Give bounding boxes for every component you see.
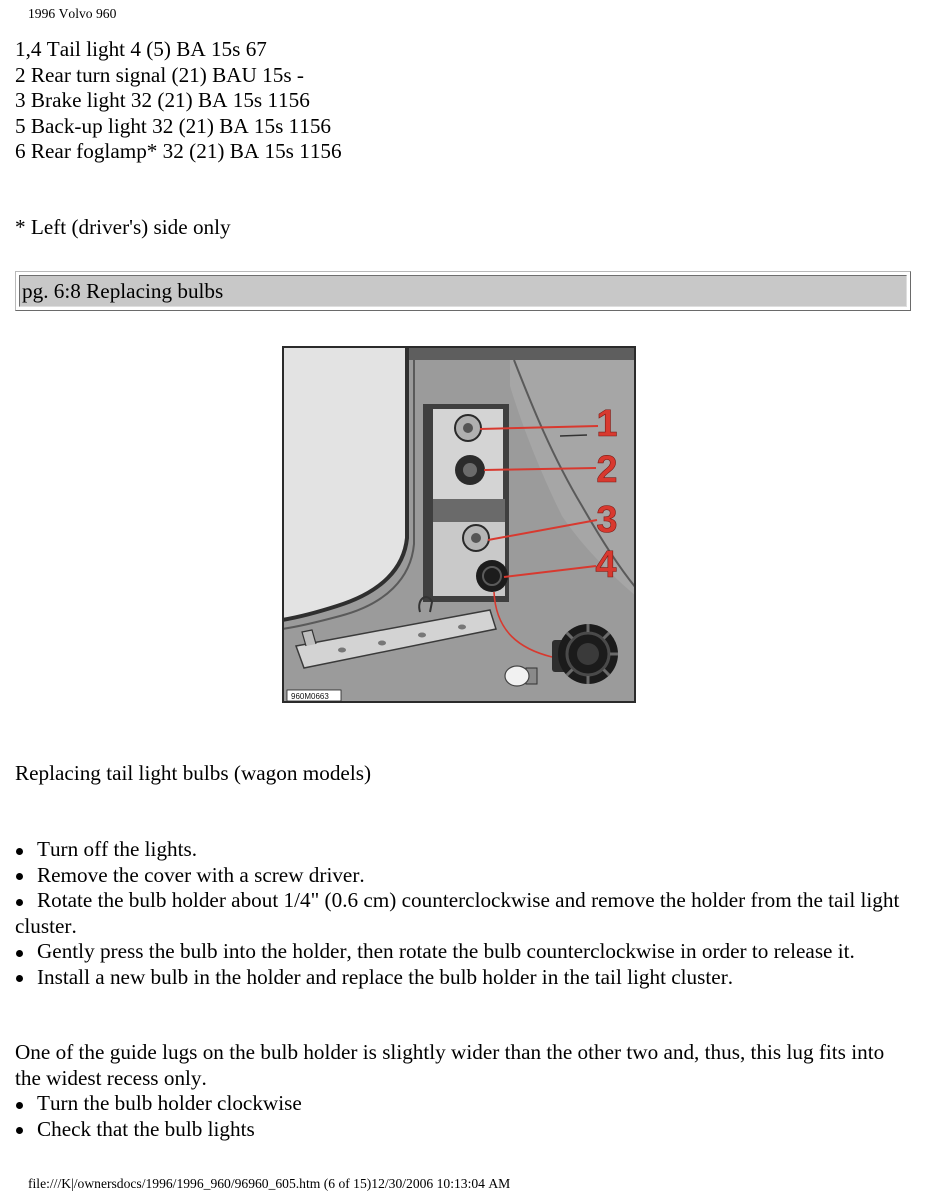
steps-list (15, 837, 908, 990)
callout-number-2: 2 (596, 449, 618, 491)
page-header: 1996 Volvo 960 (28, 6, 117, 21)
tail-light-photo (282, 346, 636, 703)
step-text: Install a new bulb in the holder and replace the bulb holder in the tail light cluster. (37, 964, 734, 989)
bullet-icon (16, 899, 23, 906)
tail-light-figure (282, 346, 636, 703)
callout-number-4: 4 (595, 544, 617, 586)
note-section (15, 1040, 908, 1142)
bullet-icon (16, 1127, 23, 1134)
callout-number-1: 1 (596, 403, 618, 445)
roof-edge (407, 346, 636, 360)
bulb-spec-list (15, 37, 908, 165)
callout-number-3: 3 (596, 499, 618, 541)
step-text: Turn off the lights. (37, 837, 198, 861)
step-text: Rotate the bulb holder about 1/4" (0.6 cm) counterclockwise and remove the holder from the tail light cluster. (15, 888, 900, 938)
list-item (15, 1091, 908, 1117)
figure-code: 960M0663 (291, 692, 329, 701)
socket-2 (455, 455, 485, 485)
dark-trim-mark (560, 435, 587, 436)
bullet-icon (16, 873, 23, 880)
subheading: Replacing tail light bulbs (wagon models) (15, 761, 372, 785)
socket-4 (476, 560, 508, 592)
step-text: Check that the bulb lights (37, 1116, 255, 1141)
step-text: Gently press the bulb into the holder, then rotate the bulb counterclockwise in order to release it. (37, 939, 855, 963)
socket-3 (463, 525, 489, 551)
housing-separator (433, 499, 505, 522)
step-text: Remove the cover with a screw driver. (37, 862, 365, 887)
bullet-icon (16, 950, 23, 957)
socket-1 (455, 415, 481, 441)
list-item (15, 837, 908, 863)
section-header-box (15, 271, 911, 311)
bullet-icon (16, 975, 23, 982)
list-item (15, 965, 908, 991)
replacement-bulb (505, 666, 537, 686)
step-text: Turn the bulb holder clockwise (37, 1091, 302, 1115)
bullet-icon (16, 848, 23, 855)
bulb-spec-line: 1,4 Tail light 4 (5) BA 15s 67 (15, 37, 267, 61)
bulb-spec-line: 6 Rear foglamp* 32 (21) BA 15s 1156 (15, 139, 342, 163)
list-item (15, 888, 908, 939)
bulb-spec-line: 2 Rear turn signal (21) BAU 15s - (15, 62, 304, 87)
page-footer: file:///K|/ownersdocs/1996/1996_960/96960_605.htm (6 of 15)12/30/2006 10:13:04 AM (28, 1176, 511, 1191)
list-item (15, 863, 908, 889)
list-item (15, 939, 908, 965)
bulb-spec-line: 5 Back-up light 32 (21) BA 15s 1156 (15, 113, 332, 138)
section-title: pg. 6:8 Replacing bulbs (19, 275, 907, 307)
bullet-icon (16, 1102, 23, 1109)
note-paragraph: One of the guide lugs on the bulb holder is slightly wider than the other two and, thus, this lug fits into the widest recess only. (15, 1040, 885, 1090)
bulb-spec-line: 3 Brake light 32 (21) BA 15s 1156 (15, 88, 310, 112)
footnote: * Left (driver's) side only (15, 215, 231, 239)
list-item (15, 1117, 908, 1143)
